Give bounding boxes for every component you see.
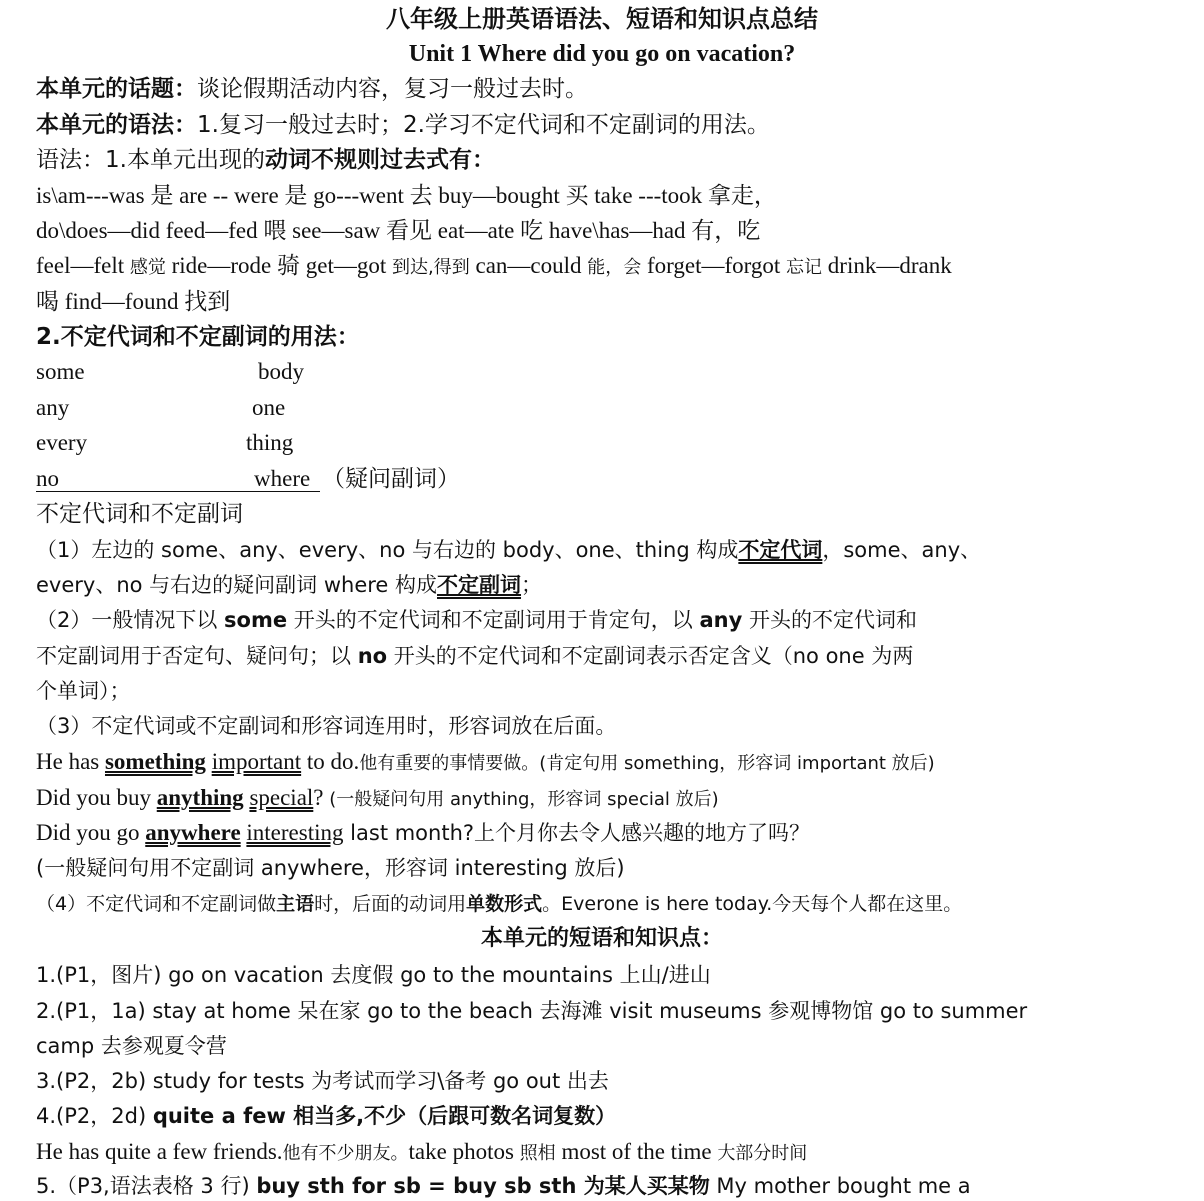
k4-ex-text: take photos <box>408 1139 520 1164</box>
p4-text: 。Everone is here today.今天每个人都在这里。 <box>542 893 963 915</box>
k5-emphasis: buy sth for sb = buy sb sth 为某人买某物 <box>256 1174 710 1198</box>
p2-text: 开头的不定代词和不定副词用于肯定句，以 <box>287 608 700 632</box>
p2-emphasis: any <box>699 608 743 632</box>
grid-right: one <box>252 395 286 420</box>
knowledge-2: 2.(P1，1a) stay at home 呆在家 go to the beach 去海滩 visit museums 参观博物馆 go to summer <box>36 999 1028 1023</box>
paragraph-2-line-2 <box>36 641 913 671</box>
ex-pronoun: anything <box>156 785 244 810</box>
paragraph-3: （3）不定代词或不定副词和形容词连用时，形容词放在后面。 <box>36 714 617 738</box>
p2-text: 开头的不定代词和 <box>742 608 917 632</box>
irregular-verbs-line-2: do\does—did feed—fed 喂 see—saw 看见 eat—ate 吃 have\has—had 有，吃 <box>36 218 761 243</box>
paragraph-4 <box>36 889 962 919</box>
grammar-1-prefix: 语法：1.本单元出现的 <box>36 147 265 173</box>
topic-text: 谈论假期活动内容，复习一般过去时。 <box>197 76 588 102</box>
grid-left: every <box>36 430 88 455</box>
k4-ex-meaning: 照相 <box>519 1143 556 1164</box>
verb-feel-meaning: 感觉 <box>129 257 166 278</box>
paragraph-2-line-1 <box>36 605 917 635</box>
topic-line <box>36 74 588 104</box>
k4-ex-text: most of the time <box>555 1139 718 1164</box>
grammar-text: 1.复习一般过去时；2.学习不定代词和不定副词的用法。 <box>197 112 770 138</box>
verb-can: can—could <box>469 253 588 278</box>
k4-ex-meaning: 大部分时间 <box>717 1143 808 1164</box>
example-2 <box>36 783 719 815</box>
grid-left: some <box>36 359 85 384</box>
knowledge-2-cont: camp 去参观夏令营 <box>36 1034 227 1058</box>
irregular-verbs-line-4: 喝 find—found 找到 <box>36 289 231 314</box>
p1-text: （1）左边的 some、any、every、no 与右边的 body、one、thing 构成 <box>36 538 739 562</box>
grammar-label: 本单元的语法： <box>36 112 197 138</box>
p2-text: （2）一般情况下以 <box>36 608 225 632</box>
p1-emphasis: 不定代词 <box>738 538 823 562</box>
p1-text: ； <box>521 573 543 597</box>
paragraph-2-line-3: 个单词）； <box>36 679 131 703</box>
verb-can-meaning: 能，会 <box>587 257 642 278</box>
grid-underline <box>36 491 320 492</box>
document-title: 八年级上册英语语法、短语和知识点总结 <box>386 5 818 33</box>
example-3-note: (一般疑问句用不定副词 anywhere，形容词 interesting 放后) <box>36 856 625 880</box>
ex-note: (一般疑问句用 anything，形容词 special 放后) <box>329 789 719 810</box>
p1-emphasis: 不定副词 <box>437 573 522 597</box>
grid-left: any <box>36 395 70 420</box>
verb-feel: feel—felt <box>36 253 130 278</box>
knowledge-5 <box>36 1171 971 1201</box>
ex-adjective: interesting <box>246 820 344 845</box>
example-1 <box>36 747 935 779</box>
k5-prefix: 5.（P3,语法表格 3 行) <box>36 1174 257 1198</box>
irregular-verbs-line-3 <box>36 251 952 283</box>
ex-note: 他有重要的事情要做。(肯定句用 something，形容词 important 放后) <box>359 753 935 774</box>
knowledge-3: 3.(P2，2b) study for tests 为考试而学习\备考 go out 出去 <box>36 1069 609 1093</box>
grid-right: thing <box>246 430 294 455</box>
p4-emphasis: 单数形式 <box>466 893 543 915</box>
grid-right: where <box>254 466 311 491</box>
grid-left: no <box>36 466 59 491</box>
knowledge-4 <box>36 1101 616 1131</box>
k5-text: My mother bought me a <box>709 1174 971 1198</box>
section-3-heading: 本单元的短语和知识点： <box>480 926 723 951</box>
ex-text: last month?上个月你去令人感兴趣的地方了吗？ <box>343 821 811 845</box>
ex-text: Did you buy <box>36 785 157 810</box>
paragraph-1-line-2 <box>36 570 542 600</box>
p2-text: 开头的不定代词和不定副词表示否定含义（no one 为两 <box>387 644 914 668</box>
section-2-heading: 2.不定代词和不定副词的用法： <box>36 324 360 350</box>
verb-get-meaning: 到达,得到 <box>392 257 470 278</box>
p2-text: 不定副词用于否定句、疑问句；以 <box>36 644 358 668</box>
k4-ex-meaning: 他有不少朋友。 <box>282 1143 409 1164</box>
unit-title: Unit 1 Where did you go on vacation? <box>408 41 796 67</box>
grammar-line <box>36 110 770 140</box>
verb-drink: drink—drank <box>822 253 952 278</box>
ex-text: Did you go <box>36 820 146 845</box>
grammar-1-bold: 动词不规则过去式有： <box>264 147 495 173</box>
knowledge-1: 1.(P1，图片) go on vacation 去度假 go to the mountains 上山/进山 <box>36 963 711 987</box>
knowledge-4-example <box>36 1137 807 1169</box>
verb-ride-get: ride—rode 骑 get—got <box>165 253 392 278</box>
grid-note: （疑问副词） <box>322 466 460 492</box>
ex-adjective: important <box>211 749 302 774</box>
ex-pronoun: something <box>104 749 206 774</box>
subheading: 不定代词和不定副词 <box>36 501 243 527</box>
ex-text: He has <box>36 749 105 774</box>
ex-text: to do. <box>301 749 360 774</box>
ex-adverb: anywhere <box>145 820 241 845</box>
p2-emphasis: some <box>224 608 288 632</box>
k4-emphasis: quite a few 相当多,不少（后跟可数名词复数） <box>152 1104 617 1128</box>
k4-ex-text: He has quite a few friends. <box>36 1139 283 1164</box>
p1-text: every、no 与右边的疑问副词 where 构成 <box>36 573 438 597</box>
p4-emphasis: 主语 <box>276 893 315 915</box>
verb-forget: forget—forgot <box>641 253 787 278</box>
p2-emphasis: no <box>357 644 388 668</box>
ex-adjective: special <box>249 785 314 810</box>
paragraph-1-line-1 <box>36 535 981 565</box>
verb-forget-meaning: 忘记 <box>786 257 823 278</box>
ex-text: ? <box>313 785 330 810</box>
example-3 <box>36 818 810 848</box>
grid-right: body <box>258 359 304 384</box>
grammar-1-heading <box>36 145 495 175</box>
k4-prefix: 4.(P2，2d) <box>36 1104 153 1128</box>
topic-label: 本单元的话题： <box>36 76 197 102</box>
p4-text: 时，后面的动词用 <box>314 893 467 915</box>
p4-text: （4）不定代词和不定副词做 <box>36 893 277 915</box>
irregular-verbs-line-1: is\am---was 是 are -- were 是 go---went 去 buy—bought 买 take ---took 拿走， <box>36 183 777 208</box>
p1-text: ，some、any、 <box>822 538 982 562</box>
